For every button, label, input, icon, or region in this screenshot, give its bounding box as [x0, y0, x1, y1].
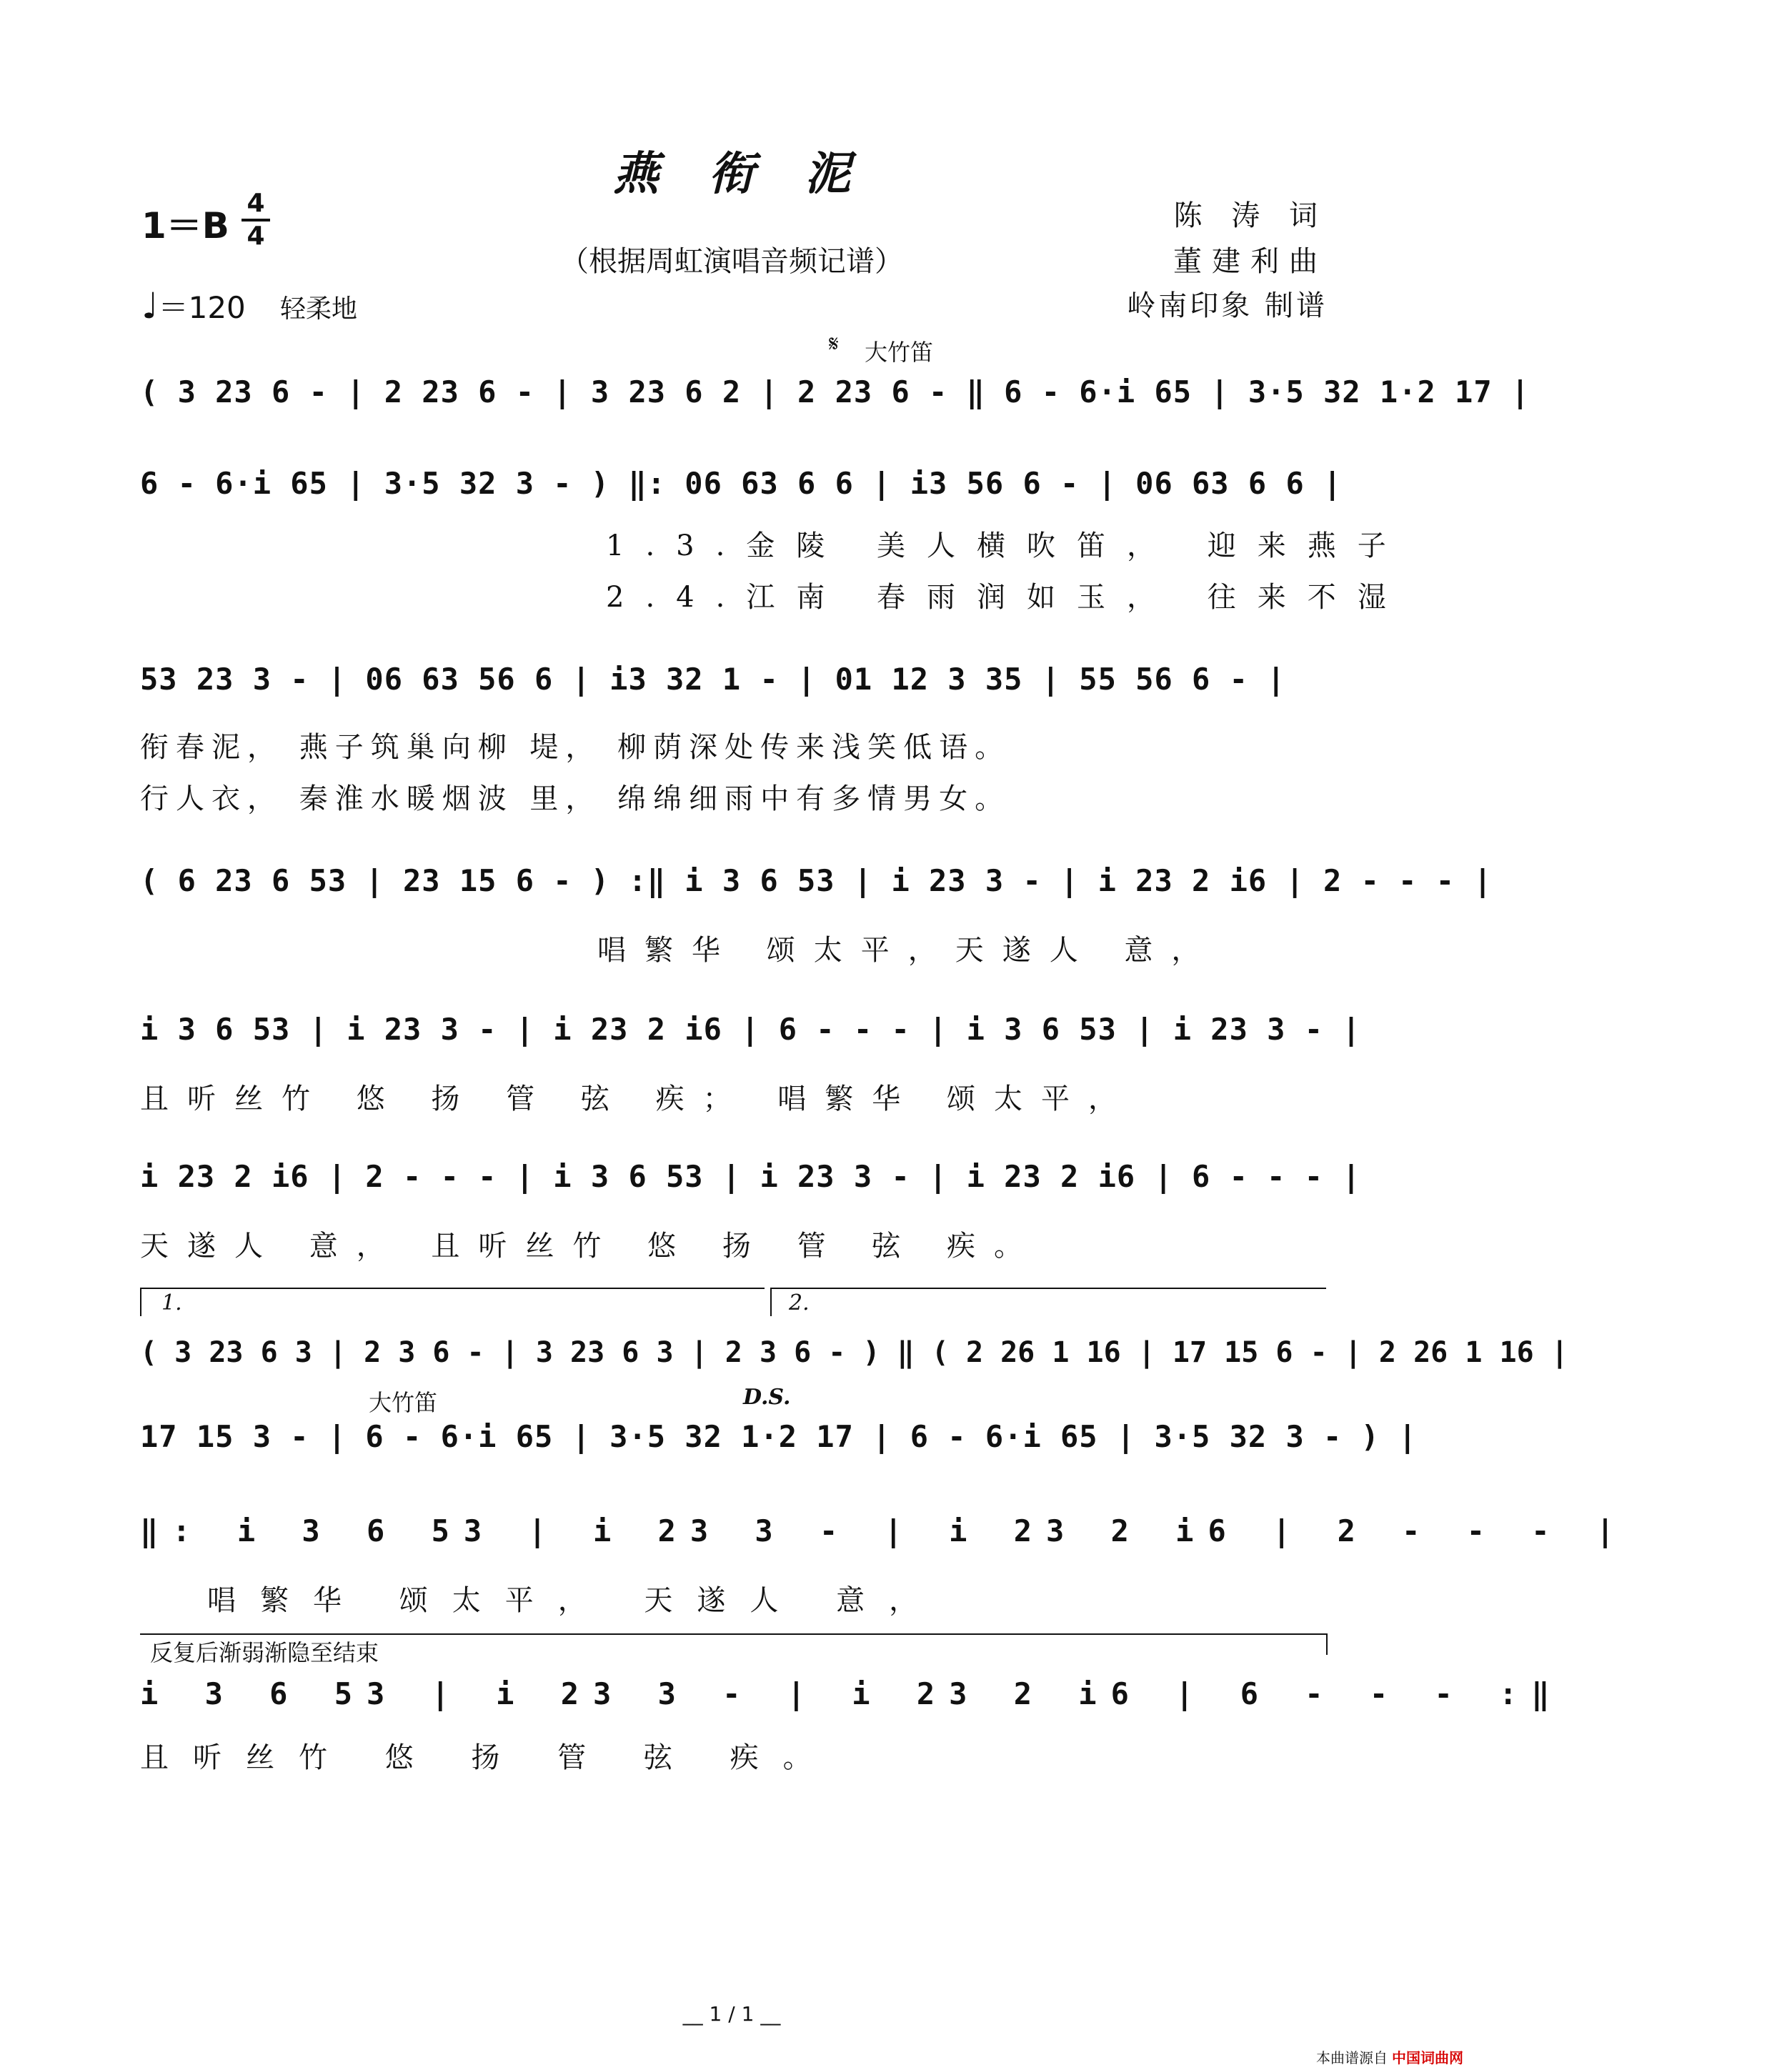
- subtitle: （根据周虹演唱音频记谱）: [560, 245, 903, 278]
- score-line-7: ( 3 23 6 3 | 2 3 6 - | 3 23 6 3 | 2 3 6 - ) ‖ ( 2 26 1 16 | 17 15 6 - | 2 26 1 16 |: [140, 1336, 1568, 1369]
- lyric-chorus-1: 唱繁华 颂太平，天遂人 意，: [597, 934, 1219, 967]
- segno-icon: 𝄋: [829, 330, 839, 357]
- lyric-coda-2: 且听丝竹 悠 扬 管 弦 疾。: [140, 1741, 836, 1774]
- lyric-chorus-3: 天遂人 意， 且听丝竹 悠 扬 管 弦 疾。: [140, 1230, 1042, 1263]
- arranger-credit: 岭南印象 制谱: [1127, 289, 1328, 322]
- score-line-10: i 3 6 53 | i 23 3 - | i 23 2 i6 | 6 - - - :‖: [140, 1676, 1564, 1711]
- expression-marking: 轻柔地: [280, 294, 358, 324]
- score-line-3: 53 23 3 - | 06 63 56 6 | i3 32 1 - | 01 12 3 35 | 55 56 6 - |: [140, 662, 1286, 697]
- instrument-label: 大竹笛: [865, 339, 934, 366]
- score-line-4: ( 6 23 6 53 | 23 15 6 - ) :‖ i 3 6 53 | i 23 3 - | i 23 2 i6 | 2 - - - |: [140, 863, 1493, 898]
- composer-credit: 董建利曲: [1173, 245, 1328, 278]
- score-line-6: i 23 2 i6 | 2 - - - | i 3 6 53 | i 23 3 - | i 23 2 i6 | 6 - - - |: [140, 1159, 1361, 1194]
- fade-bracket-end: [1326, 1633, 1328, 1655]
- volta-1-side: [140, 1288, 141, 1316]
- instrument-label-2: 大竹笛: [369, 1389, 438, 1416]
- fade-instruction: 反复后渐弱渐隐至结束: [150, 1639, 379, 1666]
- tempo-marking: [141, 284, 246, 327]
- lyric-verse-13-a: 1.3.金陵 美人横吹笛， 迎来燕子: [606, 529, 1408, 562]
- dal-segno-sign: D.S.: [743, 1385, 791, 1410]
- key-signature: 1＝B: [141, 205, 229, 247]
- lyric-verse-24-b: 行人衣， 秦淮水暖烟波 里， 绵绵细雨中有多情男女。: [140, 782, 1011, 815]
- score-line-9: ‖: i 3 6 53 | i 23 3 - | i 23 2 i6 | 2 - - - |: [140, 1513, 1629, 1548]
- score-line-8: 17 15 3 - | 6 - 6·i 65 | 3·5 32 1·2 17 | 6 - 6·i 65 | 3·5 32 3 - ) |: [140, 1419, 1418, 1454]
- time-signature-bottom: 4: [247, 222, 265, 251]
- lyric-coda-1: 唱繁华 颂太平， 天遂人 意，: [207, 1584, 942, 1617]
- lyricist-credit: 陈 涛 词: [1173, 199, 1328, 232]
- volta-2-label: 2.: [789, 1290, 810, 1315]
- score-line-5: i 3 6 53 | i 23 3 - | i 23 2 i6 | 6 - - - | i 3 6 53 | i 23 3 - |: [140, 1012, 1361, 1047]
- time-signature-top: 4: [247, 189, 265, 218]
- lyric-verse-13-b: 衔春泥， 燕子筑巢向柳 堤， 柳荫深处传来浅笑低语。: [140, 731, 1011, 764]
- volta-2-bracket: [770, 1288, 1326, 1289]
- tempo-value: ＝120: [158, 290, 246, 325]
- watermark-site: 中国词曲网: [1392, 2049, 1463, 2066]
- quarter-note-icon: ♩: [141, 285, 159, 327]
- volta-2-side: [770, 1288, 772, 1316]
- lyric-verse-24-a: 2.4.江南 春雨润如玉， 往来不湿: [606, 581, 1408, 614]
- volta-1-label: 1.: [161, 1290, 182, 1315]
- score-line-2: 6 - 6·i 65 | 3·5 32 3 - ) ‖: 06 63 6 6 | i3 56 6 - | 06 63 6 6 |: [140, 466, 1343, 501]
- song-title: 燕衔泥: [613, 147, 900, 201]
- volta-1-bracket: [140, 1288, 765, 1289]
- score-line-1: ( 3 23 6 - | 2 23 6 - | 3 23 6 2 | 2 23 6 - ‖ 6 - 6·i 65 | 3·5 32 1·2 17 |: [140, 374, 1530, 409]
- lyric-chorus-2: 且听丝竹 悠 扬 管 弦 疾； 唱繁华 颂太平，: [140, 1083, 1136, 1115]
- page-number: __ 1 / 1 __: [682, 2002, 781, 2026]
- watermark-source: 本曲谱源自: [1316, 2049, 1388, 2066]
